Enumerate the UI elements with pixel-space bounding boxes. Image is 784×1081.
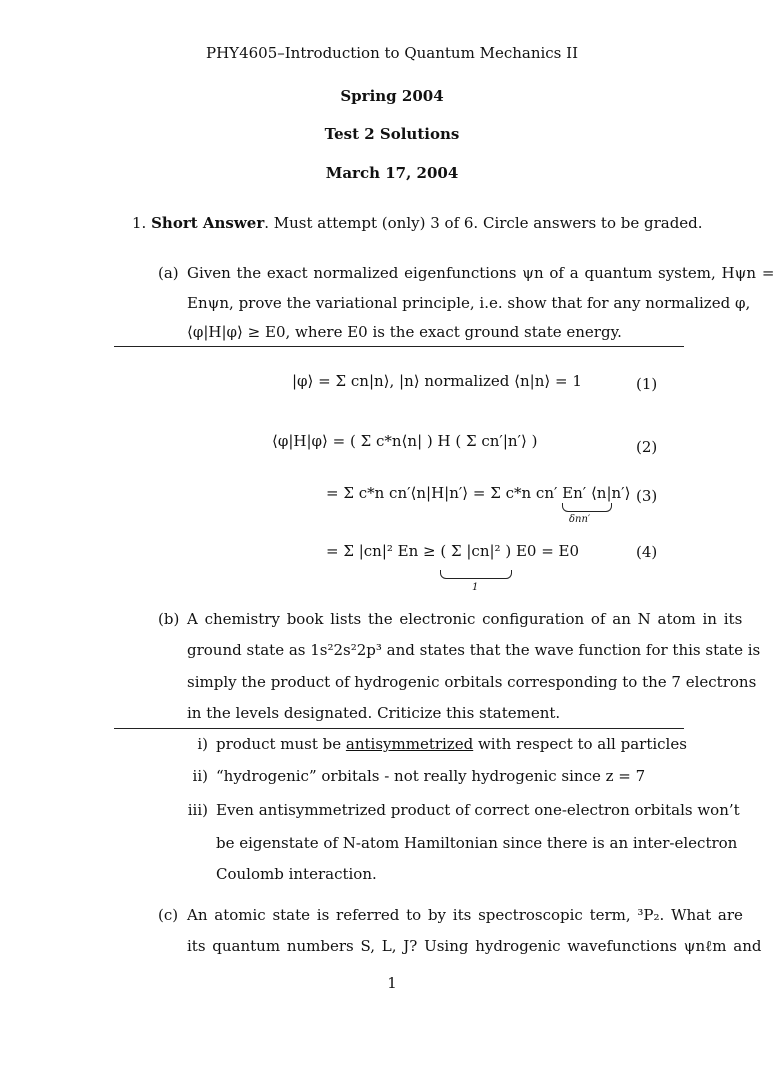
equation-number-3: (3)	[636, 487, 658, 505]
part-b-line-1: A chemistry book lists the electronic configuration of an N atom in its	[187, 610, 743, 628]
test-title: Test 2 Solutions	[324, 125, 460, 143]
underbrace-label-delta: δnn′	[569, 514, 591, 525]
part-b-line-4: in the levels designated. Criticize this statement.	[187, 704, 561, 722]
equation-number-4: (4)	[636, 543, 658, 561]
part-c-line-2: its quantum numbers S, L, J? Using hydrogenic wavefunctions ψnℓm and	[187, 937, 762, 955]
equation-3: = Σ c*n cn′⟨n|H|n′⟩ = Σ c*n cn′ En′ ⟨n|n′⟩	[326, 484, 631, 502]
part-b-label: (b)	[158, 610, 180, 628]
date: March 17, 2004	[325, 164, 459, 182]
equation-number-2: (2)	[636, 438, 658, 456]
item-i-pre: product must be	[216, 735, 346, 753]
equation-1: |φ⟩ = Σ cn|n⟩, |n⟩ normalized ⟨n|n⟩ = 1	[292, 372, 582, 390]
item-iii-line-3: Coulomb interaction.	[216, 865, 377, 883]
part-a-label: (a)	[158, 264, 179, 282]
part-a-line-3: ⟨φ|H|φ⟩ ≥ E0, where E0 is the exact ground state energy.	[187, 323, 622, 341]
question-instructions: . Must attempt (only) 3 of 6. Circle answers to be graded.	[264, 214, 703, 232]
item-iii-line-2: be eigenstate of N-atom Hamiltonian since there is an inter-electron	[216, 834, 738, 852]
part-c-line-1: An atomic state is referred to by its spectroscopic term, ³P₂. What are	[187, 906, 743, 924]
page-number: 1	[387, 974, 397, 992]
part-a-line-2: Enψn, prove the variational principle, i.e. show that for any normalized φ,	[187, 294, 751, 312]
equation-number-1: (1)	[636, 375, 658, 393]
item-iii-label: iii)	[187, 801, 208, 819]
part-a-divider	[114, 346, 684, 347]
item-ii-text: “hydrogenic” orbitals - not really hydrogenic since z = 7	[216, 767, 646, 785]
underbrace-label-one: 1	[472, 582, 479, 593]
part-c-label: (c)	[158, 906, 179, 924]
part-b-line-3: simply the product of hydrogenic orbitals corresponding to the 7 electrons	[187, 673, 757, 691]
part-a-line-1: Given the exact normalized eigenfunctions ψn of a quantum system, Hψn =	[187, 264, 775, 282]
equation-4: = Σ |cn|² En ≥ ( Σ |cn|² ) E0 = E0	[326, 542, 580, 560]
course-title: PHY4605–Introduction to Quantum Mechanics II	[206, 44, 578, 62]
question-number: 1.	[132, 214, 147, 232]
question-heading: Short Answer	[151, 214, 265, 232]
equation-2: ⟨φ|H|φ⟩ = ( Σ c*n⟨n| ) H ( Σ cn′|n′⟩ )	[272, 432, 538, 450]
item-i-post: with respect to all particles	[473, 735, 687, 753]
item-i-underlined: antisymmetrized	[345, 735, 474, 753]
question-1	[132, 213, 703, 233]
underbrace-delta	[562, 503, 612, 512]
item-iii-line-1: Even antisymmetrized product of correct one-electron orbitals won’t	[216, 801, 740, 819]
part-b-divider	[114, 728, 684, 729]
underbrace-one	[440, 570, 512, 579]
term: Spring 2004	[340, 87, 444, 105]
item-i-text	[216, 734, 687, 754]
part-b-line-2: ground state as 1s²2s²2p³ and states that the wave function for this state is	[187, 641, 761, 659]
item-ii-label: ii)	[192, 767, 208, 785]
item-i-label: i)	[197, 735, 208, 753]
